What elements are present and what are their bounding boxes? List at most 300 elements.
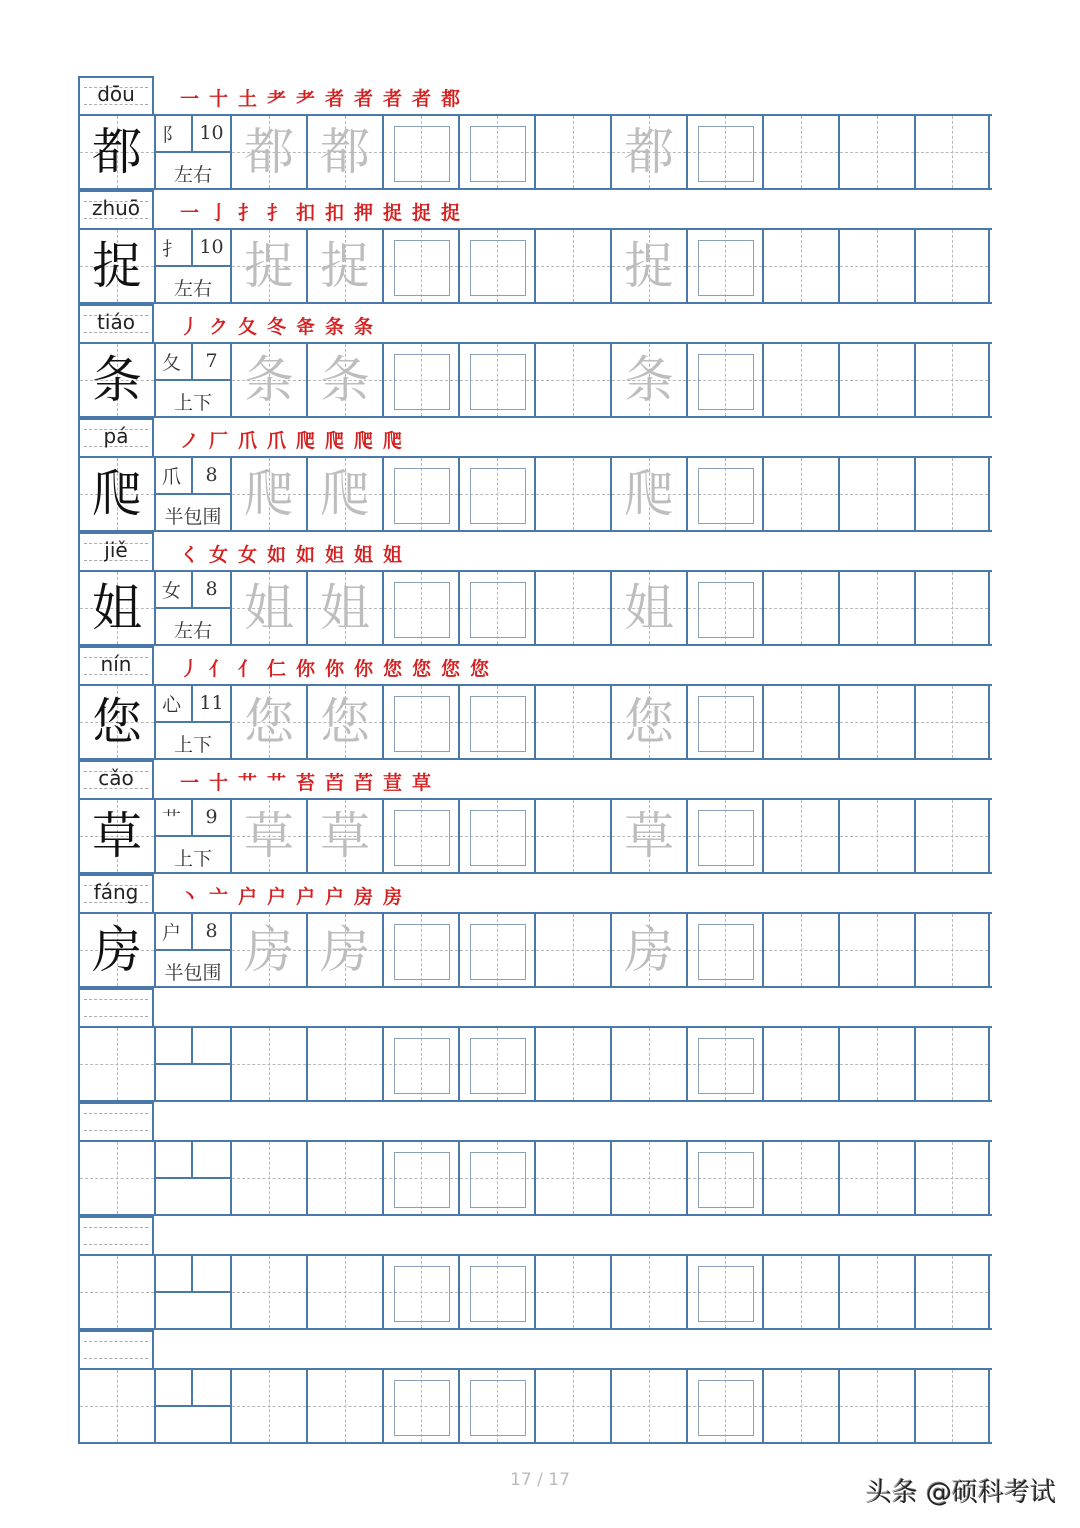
stroke-step: 冬 [266,315,286,338]
radical: 爪 [156,458,193,495]
guide-line [840,152,914,153]
inner-box [698,810,754,866]
practice-cell[interactable] [382,458,458,530]
stroke-step: 亻 [208,657,228,680]
trace-character: 草 [320,807,370,865]
pinyin-cell [78,1330,154,1368]
stroke-step: 厂 [208,429,228,452]
practice-cell[interactable] [306,230,382,302]
inner-box [470,696,526,752]
trace-character: 捉 [320,237,370,295]
pinyin-cell [78,418,154,456]
practice-cell[interactable] [534,1142,610,1214]
practice-cell[interactable] [306,1256,382,1328]
practice-cell[interactable] [230,458,306,530]
practice-cell[interactable] [914,686,990,758]
guide-line [232,1292,306,1293]
structure: 上下 [173,848,212,870]
practice-cell[interactable] [230,686,306,758]
stroke-step: 扣 [324,201,344,224]
stroke-count: 7 [193,344,230,381]
empty-block [78,988,992,1102]
practice-cell[interactable] [382,116,458,188]
character-block [78,304,992,418]
practice-cell[interactable] [686,1028,762,1100]
inner-box [698,354,754,410]
guide-line [764,152,838,153]
guide-line [232,1064,306,1065]
trace-character: 爬 [320,465,370,523]
watermark: 头条 @硕科考试 [865,1478,1056,1508]
stroke-step: 您 [469,657,489,680]
practice-cell[interactable] [762,1370,838,1442]
stroke-step: 苔 [295,771,315,794]
guide-line [232,1406,306,1407]
practice-cell[interactable] [230,1370,306,1442]
practice-cell[interactable] [230,1142,306,1214]
guide-line [536,608,610,609]
inner-box [698,1266,754,1322]
practice-cell[interactable] [686,686,762,758]
stroke-step: 艹 [237,771,257,794]
practice-cell[interactable] [534,1256,610,1328]
guide-line [612,1406,686,1407]
writing-row [78,228,992,304]
trace-character: 姐 [624,579,674,637]
model-character: 条 [92,351,142,409]
guide-line [84,1227,148,1228]
stroke-step: 爬 [295,429,315,452]
pinyin: tiáo [97,310,135,334]
trace-character: 姐 [244,579,294,637]
stroke-step: ク [208,315,228,338]
info-cell [154,800,230,872]
stroke-step: 房 [382,885,402,908]
practice-cell[interactable] [382,1256,458,1328]
practice-cell[interactable] [382,686,458,758]
practice-cell[interactable] [382,1028,458,1100]
trace-character: 草 [624,807,674,865]
guide-line [536,1178,610,1179]
guide-line [916,608,988,609]
guide-line [916,1064,988,1065]
stroke-step: 草 [411,771,431,794]
stroke-step: 者 [324,87,344,110]
practice-cell[interactable] [306,458,382,530]
pinyin-cell [78,646,154,684]
stroke-order [178,766,433,796]
practice-cell[interactable] [686,914,762,986]
practice-cell[interactable] [458,344,534,416]
stroke-step: 一 [179,87,199,110]
practice-cell[interactable] [914,1142,990,1214]
writing-row [78,912,992,988]
practice-cell[interactable] [914,458,990,530]
practice-cell[interactable] [610,458,686,530]
stroke-order [178,538,404,568]
guide-line [536,1406,610,1407]
guide-line [840,380,914,381]
pinyin: fáng [93,880,139,904]
inner-box [394,240,450,296]
practice-cell[interactable] [458,1256,534,1328]
stroke-order [178,652,491,682]
radical: 心 [156,686,193,723]
stroke-step: 姐 [382,543,402,566]
pinyin-cell [78,874,154,912]
pinyin: dōu [97,82,135,106]
guide-line [840,266,914,267]
inner-box [470,810,526,866]
practice-cell[interactable] [458,1370,534,1442]
character-block [78,646,992,760]
practice-cell[interactable] [838,458,914,530]
practice-cell[interactable] [838,572,914,644]
practice-cell[interactable] [914,1256,990,1328]
practice-cell[interactable] [534,1370,610,1442]
model-character: 都 [92,123,142,181]
practice-cell[interactable] [382,800,458,872]
pinyin-cell [78,76,154,114]
guide-line [536,836,610,837]
practice-cell[interactable] [230,572,306,644]
writing-row [78,114,992,190]
practice-cell[interactable] [762,1028,838,1100]
practice-cell[interactable] [230,1028,306,1100]
info-cell [154,1256,230,1328]
stroke-step: 你 [353,657,373,680]
practice-cell[interactable] [610,1256,686,1328]
trace-character: 您 [244,693,294,751]
practice-cell[interactable] [534,686,610,758]
practice-cell[interactable] [458,800,534,872]
practice-cell[interactable] [458,686,534,758]
stroke-step: 户 [295,885,315,908]
stroke-step: ノ [179,429,199,452]
practice-cell[interactable] [382,344,458,416]
practice-cell[interactable] [306,1028,382,1100]
stroke-step: 爪 [266,429,286,452]
guide-line [84,1341,148,1342]
guide-line [612,1292,686,1293]
practice-cell[interactable] [838,230,914,302]
practice-cell[interactable] [838,686,914,758]
stroke-step: 户 [324,885,344,908]
guide-line [84,1244,148,1245]
guide-line [536,950,610,951]
practice-cell[interactable] [762,800,838,872]
practice-cell[interactable] [382,572,458,644]
stroke-count: 8 [193,572,230,609]
stroke-count: 10 [193,230,230,267]
guide-line [764,1064,838,1065]
practice-cell[interactable] [610,1142,686,1214]
practice-cell[interactable] [534,116,610,188]
stroke-count: 11 [193,686,230,723]
guide-line [840,836,914,837]
practice-cell[interactable] [686,1142,762,1214]
writing-row [78,1026,992,1102]
stroke-step: 亅 [208,201,228,224]
practice-cell[interactable] [306,344,382,416]
model-cell [78,458,154,530]
character-block [78,532,992,646]
stroke-step: 你 [295,657,315,680]
practice-cell[interactable] [306,1370,382,1442]
stroke-count [193,1256,230,1293]
guide-line [536,722,610,723]
info-cell [154,344,230,416]
writing-row [78,1140,992,1216]
info-cell [154,572,230,644]
practice-cell[interactable] [686,344,762,416]
practice-cell[interactable] [686,458,762,530]
writing-row [78,570,992,646]
practice-cell[interactable] [686,116,762,188]
stroke-step: 亻 [237,657,257,680]
practice-cell[interactable] [914,1028,990,1100]
practice-cell[interactable] [534,914,610,986]
stroke-step: 扣 [295,201,315,224]
guide-line [916,152,988,153]
practice-cell[interactable] [762,230,838,302]
practice-cell[interactable] [458,1028,534,1100]
model-cell [78,1142,154,1214]
practice-cell[interactable] [306,800,382,872]
practice-cell[interactable] [610,572,686,644]
info-cell [154,914,230,986]
practice-cell[interactable] [230,230,306,302]
practice-cell[interactable] [838,1028,914,1100]
guide-line [764,494,838,495]
practice-cell[interactable] [762,458,838,530]
structure [156,1408,230,1414]
inner-box [470,1038,526,1094]
practice-cell[interactable] [762,686,838,758]
stroke-step: く [179,543,199,566]
inner-box [698,126,754,182]
practice-cell[interactable] [686,1370,762,1442]
practice-cell[interactable] [382,1370,458,1442]
practice-cell[interactable] [610,1370,686,1442]
guide-line [764,950,838,951]
practice-cell[interactable] [686,230,762,302]
practice-cell[interactable] [230,914,306,986]
practice-cell[interactable] [458,458,534,530]
inner-box [470,582,526,638]
practice-cell[interactable] [914,800,990,872]
stroke-step: 苩 [324,771,344,794]
practice-cell[interactable] [610,344,686,416]
stroke-step: 押 [353,201,373,224]
practice-cell[interactable] [306,914,382,986]
practice-cell[interactable] [914,572,990,644]
practice-cell[interactable] [458,1142,534,1214]
practice-cell[interactable] [838,1256,914,1328]
practice-cell[interactable] [458,116,534,188]
trace-character: 捉 [244,237,294,295]
inner-box [394,696,450,752]
stroke-step: 您 [382,657,402,680]
practice-cell[interactable] [762,914,838,986]
practice-cell[interactable] [306,1142,382,1214]
structure: 上下 [173,392,212,414]
stroke-order [178,880,404,910]
practice-cell[interactable] [762,572,838,644]
structure: 左右 [173,164,212,186]
stroke-step: 丶 [179,885,199,908]
practice-cell[interactable] [686,572,762,644]
practice-cell[interactable] [230,800,306,872]
practice-cell[interactable] [230,344,306,416]
trace-character: 都 [320,123,370,181]
practice-cell[interactable] [914,116,990,188]
inner-box [470,924,526,980]
trace-character: 爬 [244,465,294,523]
inner-box [698,1380,754,1436]
pinyin-cell [78,1102,154,1140]
stroke-order [178,424,404,454]
trace-character: 房 [244,921,294,979]
practice-cell[interactable] [838,116,914,188]
practice-cell[interactable] [534,230,610,302]
guide-line [84,1130,148,1131]
radical: 阝 [156,116,193,153]
stroke-step: 都 [440,87,460,110]
info-cell [154,116,230,188]
model-character: 您 [92,693,142,751]
trace-character: 草 [244,807,294,865]
stroke-step: 夅 [295,315,315,338]
guide-line [764,608,838,609]
practice-cell[interactable] [610,800,686,872]
practice-cell[interactable] [762,116,838,188]
practice-cell[interactable] [762,1256,838,1328]
trace-character: 捉 [624,237,674,295]
practice-cell[interactable] [382,230,458,302]
radical [156,1028,193,1065]
inner-box [470,468,526,524]
practice-cell[interactable] [838,1370,914,1442]
practice-cell[interactable] [914,230,990,302]
practice-cell[interactable] [458,572,534,644]
character-block [78,76,992,190]
stroke-step: 苩 [353,771,373,794]
guide-line [916,722,988,723]
guide-line [84,1113,148,1114]
pinyin: pá [103,424,129,448]
guide-line [764,266,838,267]
practice-cell[interactable] [610,914,686,986]
guide-line [80,1064,154,1065]
practice-cell[interactable] [838,1142,914,1214]
stroke-step: 丿 [179,657,199,680]
trace-character: 都 [244,123,294,181]
stroke-step: 您 [440,657,460,680]
practice-cell[interactable] [838,800,914,872]
practice-cell[interactable] [762,344,838,416]
stroke-step: 一 [179,771,199,794]
practice-cell[interactable] [610,116,686,188]
pinyin-cell [78,190,154,228]
empty-block [78,1330,992,1444]
practice-cell[interactable] [610,230,686,302]
writing-row [78,1368,992,1444]
guide-line [916,266,988,267]
inner-box [394,924,450,980]
stroke-count: 8 [193,458,230,495]
practice-cell[interactable] [306,572,382,644]
inner-box [698,582,754,638]
practice-cell[interactable] [914,1370,990,1442]
practice-cell[interactable] [534,458,610,530]
stroke-step: 荁 [382,771,402,794]
practice-cell[interactable] [686,800,762,872]
practice-cell[interactable] [306,116,382,188]
stroke-step: 夂 [237,315,257,338]
stroke-step: 仁 [266,657,286,680]
inner-box [394,1038,450,1094]
inner-box [698,1152,754,1208]
radical: 艹 [156,800,193,837]
practice-cell[interactable] [914,914,990,986]
practice-cell[interactable] [534,344,610,416]
practice-cell[interactable] [230,1256,306,1328]
guide-line [84,999,148,1000]
empty-block [78,1102,992,1216]
practice-cell[interactable] [838,344,914,416]
stroke-step: 十 [208,87,228,110]
stroke-step: 一 [179,201,199,224]
practice-cell[interactable] [458,230,534,302]
practice-cell[interactable] [762,1142,838,1214]
practice-cell[interactable] [534,572,610,644]
page-indicator: 17 / 17 [510,1470,570,1490]
structure [156,1066,230,1072]
character-block [78,874,992,988]
writing-row [78,456,992,532]
practice-cell[interactable] [534,1028,610,1100]
inner-box [470,1380,526,1436]
stroke-step: 户 [266,885,286,908]
guide-line [612,1178,686,1179]
structure: 上下 [173,734,212,756]
practice-cell[interactable] [686,1256,762,1328]
info-cell [154,686,230,758]
trace-character: 房 [320,921,370,979]
guide-line [536,152,610,153]
stroke-step: 您 [411,657,431,680]
radical: 女 [156,572,193,609]
pinyin-cell [78,304,154,342]
inner-box [394,126,450,182]
practice-cell[interactable] [610,1028,686,1100]
practice-cell[interactable] [230,116,306,188]
stroke-step: 如 [295,543,315,566]
trace-character: 姐 [320,579,370,637]
practice-cell[interactable] [382,1142,458,1214]
practice-cell[interactable] [534,800,610,872]
practice-cell[interactable] [838,914,914,986]
practice-cell[interactable] [306,686,382,758]
stroke-step: 捉 [411,201,431,224]
inner-box [698,924,754,980]
practice-cell[interactable] [914,344,990,416]
practice-cell[interactable] [610,686,686,758]
practice-cell[interactable] [382,914,458,986]
practice-cell[interactable] [458,914,534,986]
stroke-step: 户 [237,885,257,908]
